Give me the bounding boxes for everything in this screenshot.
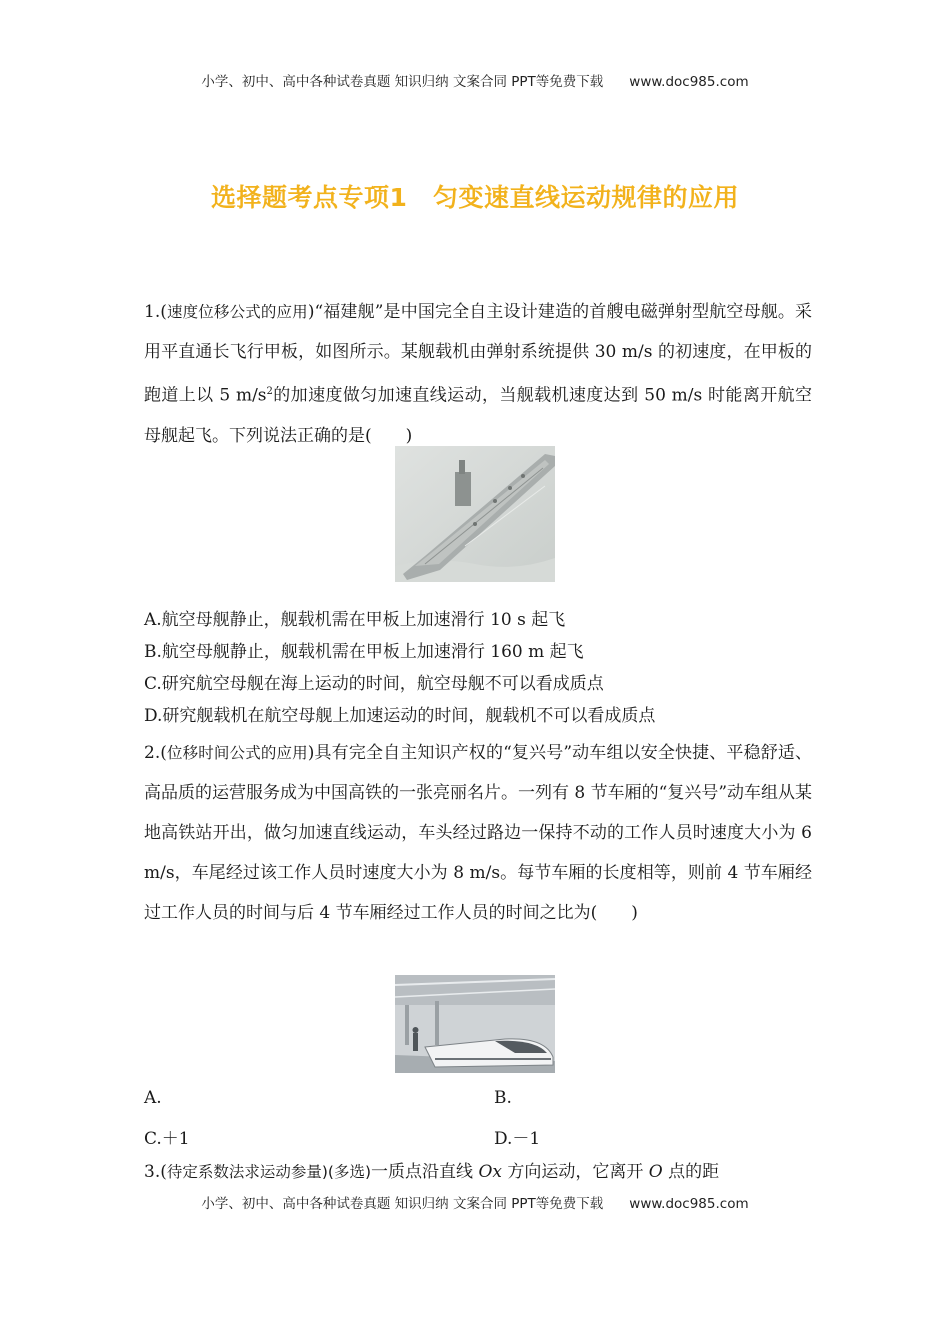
page-footer — [0, 1192, 950, 1212]
question-3-tag: 待定系数法求运动参量 — [166, 1163, 322, 1181]
aircraft-carrier-image — [395, 446, 555, 582]
page-header — [0, 70, 950, 90]
option-1a[interactable]: A.航空母舰静止，舰载机需在甲板上加速滑行 10 s 起飞 — [144, 610, 566, 630]
footer-text: 小学、初中、高中各种试卷真题 知识归纳 文案合同 PPT等免费下载 — [201, 1196, 604, 1212]
header-text: 小学、初中、高中各种试卷真题 知识归纳 文案合同 PPT等免费下载 — [201, 74, 604, 90]
footer-site[interactable]: www.doc985.com — [629, 1196, 749, 1212]
option-2a[interactable]: A. — [144, 1088, 162, 1108]
page-title: 选择题考点专项1 匀变速直线运动规律的应用 — [211, 183, 739, 212]
question-2-tag: 位移时间公式的应用 — [166, 744, 308, 762]
question-1-tag: 速度位移公式的应用 — [166, 303, 308, 321]
question-2 — [144, 733, 812, 933]
question-3-stem: 3.(待定系数法求运动参量)(多选)一质点沿直线 Ox 方向运动，它离开 O 点的距 — [144, 1162, 720, 1182]
header-site[interactable]: www.doc985.com — [629, 74, 749, 90]
option-1b[interactable]: B.航空母舰静止，舰载机需在甲板上加速滑行 160 m 起飞 — [144, 642, 584, 662]
option-1c[interactable]: C.研究航空母舰在海上运动的时间，航空母舰不可以看成质点 — [144, 674, 604, 694]
option-1d[interactable]: D.研究舰载机在航空母舰上加速运动的时间，舰载机不可以看成质点 — [144, 706, 656, 726]
question-1-options — [144, 604, 812, 732]
option-2c[interactable]: C.＋1 — [144, 1129, 190, 1149]
option-2d[interactable]: D.－1 — [494, 1129, 541, 1149]
high-speed-train-image — [395, 975, 555, 1073]
question-2-stem: 2.(位移时间公式的应用)具有完全自主知识产权的“复兴号”动车组以安全快捷、平稳舒适、高品质的运营服务成为中国高铁的一张亮丽名片。一列有 8 节车厢的“复兴号”动车组从某地高铁站开出，做匀加速直线运动，车头经过路边一保持不动的工作人员时速度大小为 6 m/s，车尾经过该工作人员时速度大小为 8 m/s。每节车厢的长度相等，则前 4 节车厢经过工作人员的时间与后 4 节车厢经过工作人员的时间之比为( ) — [144, 743, 813, 923]
option-2b[interactable]: B. — [494, 1088, 512, 1108]
question-1 — [144, 292, 812, 456]
question-1-stem: 1.(速度位移公式的应用)“福建舰”是中国完全自主设计建造的首艘电磁弹射型航空母舰。采用平直通长飞行甲板，如图所示。某舰载机由弹射系统提供 30 m/s 的初速度，在甲板的跑道上以 5 $m/s^2$的加速度做匀加速直线运动，当舰载机速度达到 50 m/s 时能离开航空母舰起飞。下列说法正确的是( ) — [144, 302, 812, 446]
question-3 — [144, 1152, 812, 1192]
